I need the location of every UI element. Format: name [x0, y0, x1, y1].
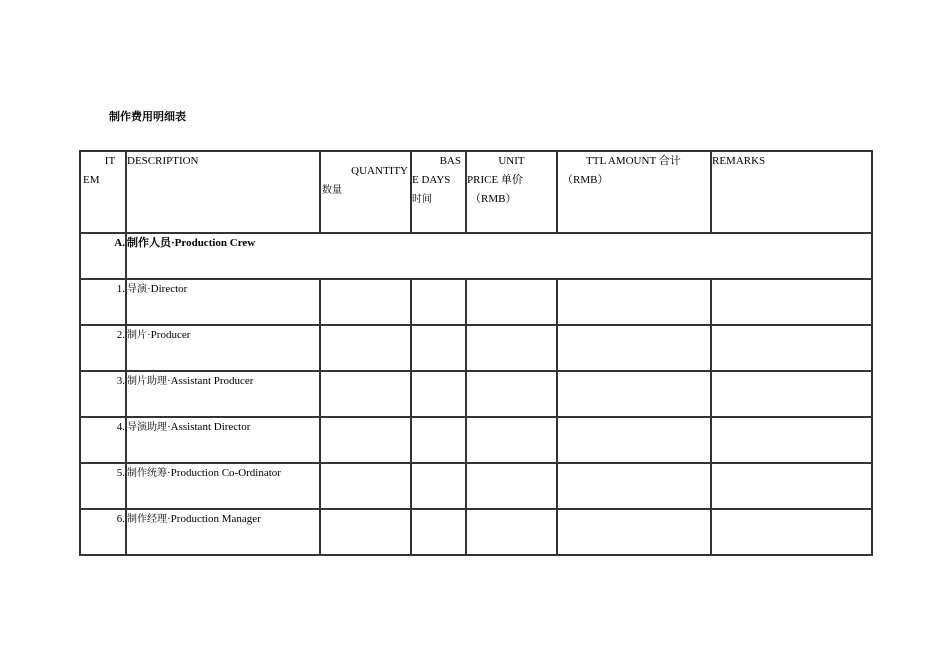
row-description: 制作统筹·Production Co-Ordinator	[127, 464, 321, 510]
base-days-cell[interactable]	[412, 418, 467, 464]
remarks-cell[interactable]	[712, 326, 873, 372]
quantity-cell[interactable]	[321, 326, 412, 372]
remarks-cell[interactable]	[712, 464, 873, 510]
ttl-amount-cell[interactable]	[558, 464, 712, 510]
section-title: 制作人员·Production Crew	[127, 234, 873, 280]
unit-price-cell[interactable]	[467, 326, 558, 372]
table-row	[81, 280, 873, 326]
table-row	[81, 372, 873, 418]
row-number: 6.	[81, 510, 127, 556]
table-row	[81, 326, 873, 372]
unit-price-cell[interactable]	[467, 464, 558, 510]
quantity-cell[interactable]	[321, 280, 412, 326]
remarks-cell[interactable]	[712, 372, 873, 418]
remarks-cell[interactable]	[712, 510, 873, 556]
header-quantity: QUANTITY 数量	[321, 152, 412, 234]
row-description: 导演·Director	[127, 280, 321, 326]
table-row	[81, 510, 873, 556]
ttl-amount-cell[interactable]	[558, 510, 712, 556]
table-row	[81, 418, 873, 464]
header-item: IT EM	[81, 152, 127, 234]
quantity-cell[interactable]	[321, 510, 412, 556]
base-days-cell[interactable]	[412, 464, 467, 510]
unit-price-cell[interactable]	[467, 280, 558, 326]
quantity-cell[interactable]	[321, 464, 412, 510]
row-number: 4.	[81, 418, 127, 464]
ttl-amount-cell[interactable]	[558, 372, 712, 418]
base-days-cell[interactable]	[412, 280, 467, 326]
row-number: 2.	[81, 326, 127, 372]
header-ttl-amount: TTL AMOUNT 合计 （RMB）	[558, 152, 712, 234]
base-days-cell[interactable]	[412, 326, 467, 372]
cost-table	[79, 150, 873, 556]
quantity-cell[interactable]	[321, 372, 412, 418]
header-unit-price: UNIT PRICE 单价 （RMB）	[467, 152, 558, 234]
row-number: 5.	[81, 464, 127, 510]
row-description: 制作经理·Production Manager	[127, 510, 321, 556]
remarks-cell[interactable]	[712, 418, 873, 464]
section-number: A.	[81, 234, 127, 280]
quantity-cell[interactable]	[321, 418, 412, 464]
header-remarks: REMARKS	[712, 152, 873, 234]
base-days-cell[interactable]	[412, 510, 467, 556]
remarks-cell[interactable]	[712, 280, 873, 326]
header-row	[81, 152, 873, 234]
row-description: 制片助理·Assistant Producer	[127, 372, 321, 418]
document-title: 制作费用明细表	[109, 110, 186, 123]
header-description: DESCRIPTION	[127, 152, 321, 234]
header-base-days: BAS E DAYS 时间	[412, 152, 467, 234]
ttl-amount-cell[interactable]	[558, 418, 712, 464]
section-row	[81, 234, 873, 280]
row-description: 导演助理·Assistant Director	[127, 418, 321, 464]
row-description: 制片·Producer	[127, 326, 321, 372]
table-row	[81, 464, 873, 510]
row-number: 1.	[81, 280, 127, 326]
unit-price-cell[interactable]	[467, 372, 558, 418]
base-days-cell[interactable]	[412, 372, 467, 418]
unit-price-cell[interactable]	[467, 510, 558, 556]
row-number: 3.	[81, 372, 127, 418]
unit-price-cell[interactable]	[467, 418, 558, 464]
ttl-amount-cell[interactable]	[558, 326, 712, 372]
ttl-amount-cell[interactable]	[558, 280, 712, 326]
